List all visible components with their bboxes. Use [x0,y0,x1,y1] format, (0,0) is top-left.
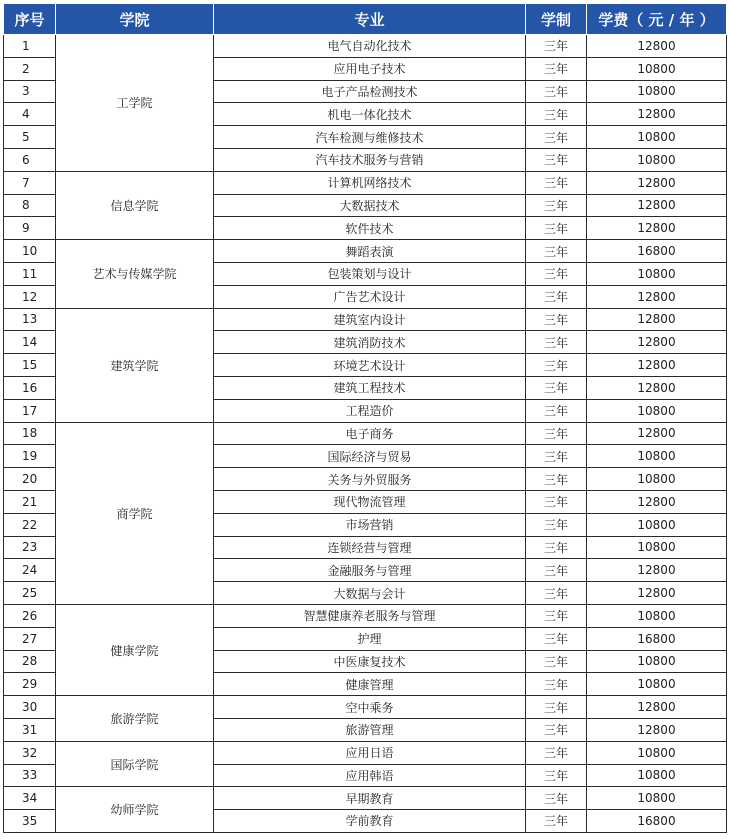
major-cell: 建筑工程技术 [214,376,526,399]
major-cell: 大数据与会计 [214,582,526,605]
fee-cell: 10800 [587,57,727,80]
college-cell: 旅游学院 [56,696,214,742]
major-cell: 工程造价 [214,399,526,422]
major-cell: 汽车检测与维修技术 [214,126,526,149]
major-cell: 国际经济与贸易 [214,445,526,468]
years-cell: 三年 [526,399,587,422]
row-number: 2 [4,57,56,80]
fee-cell: 16800 [587,627,727,650]
row-number: 13 [4,308,56,331]
college-cell: 工学院 [56,35,214,172]
fee-cell: 10800 [587,126,727,149]
row-number: 18 [4,422,56,445]
row-number: 5 [4,126,56,149]
major-cell: 舞蹈表演 [214,240,526,263]
years-cell: 三年 [526,422,587,445]
header-major: 专业 [214,4,526,35]
years-cell: 三年 [526,604,587,627]
major-cell: 市场营销 [214,513,526,536]
table-body [4,35,727,833]
major-cell: 应用韩语 [214,764,526,787]
fee-cell: 10800 [587,148,727,171]
header-row [4,4,727,35]
fee-cell: 12800 [587,490,727,513]
major-cell: 中医康复技术 [214,650,526,673]
college-cell: 建筑学院 [56,308,214,422]
fee-cell: 12800 [587,194,727,217]
row-number: 12 [4,285,56,308]
table-row [4,308,727,331]
major-cell: 电气自动化技术 [214,35,526,58]
tuition-table [3,3,727,833]
fee-cell: 10800 [587,764,727,787]
row-number: 30 [4,696,56,719]
college-cell: 健康学院 [56,604,214,695]
fee-cell: 10800 [587,513,727,536]
years-cell: 三年 [526,445,587,468]
row-number: 8 [4,194,56,217]
header-fee: 学费（ 元 / 年 ） [587,4,727,35]
major-cell: 连锁经营与管理 [214,536,526,559]
table-row [4,696,727,719]
fee-cell: 10800 [587,673,727,696]
years-cell: 三年 [526,194,587,217]
row-number: 11 [4,262,56,285]
fee-cell: 10800 [587,445,727,468]
major-cell: 应用日语 [214,741,526,764]
fee-cell: 12800 [587,35,727,58]
row-number: 21 [4,490,56,513]
major-cell: 建筑室内设计 [214,308,526,331]
row-number: 10 [4,240,56,263]
fee-cell: 12800 [587,696,727,719]
row-number: 23 [4,536,56,559]
fee-cell: 12800 [587,354,727,377]
row-number: 6 [4,148,56,171]
row-number: 19 [4,445,56,468]
row-number: 20 [4,468,56,491]
major-cell: 旅游管理 [214,718,526,741]
row-number: 4 [4,103,56,126]
table-header [4,4,727,35]
major-cell: 机电一体化技术 [214,103,526,126]
years-cell: 三年 [526,559,587,582]
fee-cell: 10800 [587,650,727,673]
major-cell: 包装策划与设计 [214,262,526,285]
years-cell: 三年 [526,673,587,696]
years-cell: 三年 [526,696,587,719]
major-cell: 汽车技术服务与营销 [214,148,526,171]
years-cell: 三年 [526,126,587,149]
years-cell: 三年 [526,171,587,194]
row-number: 17 [4,399,56,422]
fee-cell: 10800 [587,741,727,764]
fee-cell: 16800 [587,810,727,833]
years-cell: 三年 [526,103,587,126]
years-cell: 三年 [526,787,587,810]
row-number: 26 [4,604,56,627]
college-cell: 艺术与传媒学院 [56,240,214,308]
row-number: 29 [4,673,56,696]
years-cell: 三年 [526,536,587,559]
fee-cell: 12800 [587,217,727,240]
major-cell: 健康管理 [214,673,526,696]
fee-cell: 12800 [587,718,727,741]
college-cell: 幼师学院 [56,787,214,833]
row-number: 35 [4,810,56,833]
years-cell: 三年 [526,376,587,399]
fee-cell: 10800 [587,468,727,491]
fee-cell: 12800 [587,582,727,605]
row-number: 27 [4,627,56,650]
fee-cell: 12800 [587,103,727,126]
years-cell: 三年 [526,217,587,240]
college-cell: 信息学院 [56,171,214,239]
row-number: 14 [4,331,56,354]
row-number: 24 [4,559,56,582]
years-cell: 三年 [526,354,587,377]
row-number: 22 [4,513,56,536]
header-years: 学制 [526,4,587,35]
table-row [4,240,727,263]
major-cell: 金融服务与管理 [214,559,526,582]
fee-cell: 10800 [587,80,727,103]
row-number: 1 [4,35,56,58]
major-cell: 空中乘务 [214,696,526,719]
major-cell: 早期教育 [214,787,526,810]
table-row [4,787,727,810]
major-cell: 环境艺术设计 [214,354,526,377]
years-cell: 三年 [526,490,587,513]
years-cell: 三年 [526,627,587,650]
years-cell: 三年 [526,582,587,605]
years-cell: 三年 [526,513,587,536]
tuition-table-sheet [3,3,726,833]
years-cell: 三年 [526,80,587,103]
major-cell: 护理 [214,627,526,650]
major-cell: 电子产品检测技术 [214,80,526,103]
table-row [4,422,727,445]
table-row [4,35,727,58]
table-row [4,604,727,627]
years-cell: 三年 [526,240,587,263]
years-cell: 三年 [526,718,587,741]
major-cell: 广告艺术设计 [214,285,526,308]
major-cell: 学前教育 [214,810,526,833]
years-cell: 三年 [526,148,587,171]
row-number: 3 [4,80,56,103]
row-number: 34 [4,787,56,810]
fee-cell: 12800 [587,422,727,445]
row-number: 28 [4,650,56,673]
table-row [4,741,727,764]
major-cell: 软件技术 [214,217,526,240]
row-number: 33 [4,764,56,787]
college-cell: 国际学院 [56,741,214,787]
years-cell: 三年 [526,262,587,285]
fee-cell: 12800 [587,559,727,582]
years-cell: 三年 [526,650,587,673]
years-cell: 三年 [526,468,587,491]
fee-cell: 10800 [587,787,727,810]
row-number: 16 [4,376,56,399]
row-number: 9 [4,217,56,240]
header-college: 学院 [56,4,214,35]
years-cell: 三年 [526,331,587,354]
row-number: 15 [4,354,56,377]
fee-cell: 16800 [587,240,727,263]
fee-cell: 10800 [587,262,727,285]
fee-cell: 10800 [587,399,727,422]
row-number: 25 [4,582,56,605]
major-cell: 大数据技术 [214,194,526,217]
fee-cell: 10800 [587,536,727,559]
years-cell: 三年 [526,810,587,833]
row-number: 31 [4,718,56,741]
years-cell: 三年 [526,741,587,764]
major-cell: 电子商务 [214,422,526,445]
row-number: 32 [4,741,56,764]
row-number: 7 [4,171,56,194]
major-cell: 关务与外贸服务 [214,468,526,491]
fee-cell: 12800 [587,331,727,354]
years-cell: 三年 [526,308,587,331]
fee-cell: 10800 [587,604,727,627]
fee-cell: 12800 [587,308,727,331]
major-cell: 现代物流管理 [214,490,526,513]
fee-cell: 12800 [587,171,727,194]
years-cell: 三年 [526,285,587,308]
years-cell: 三年 [526,35,587,58]
major-cell: 应用电子技术 [214,57,526,80]
table-row [4,171,727,194]
major-cell: 建筑消防技术 [214,331,526,354]
fee-cell: 12800 [587,285,727,308]
header-no: 序号 [4,4,56,35]
major-cell: 智慧健康养老服务与管理 [214,604,526,627]
years-cell: 三年 [526,764,587,787]
years-cell: 三年 [526,57,587,80]
college-cell: 商学院 [56,422,214,604]
fee-cell: 12800 [587,376,727,399]
major-cell: 计算机网络技术 [214,171,526,194]
